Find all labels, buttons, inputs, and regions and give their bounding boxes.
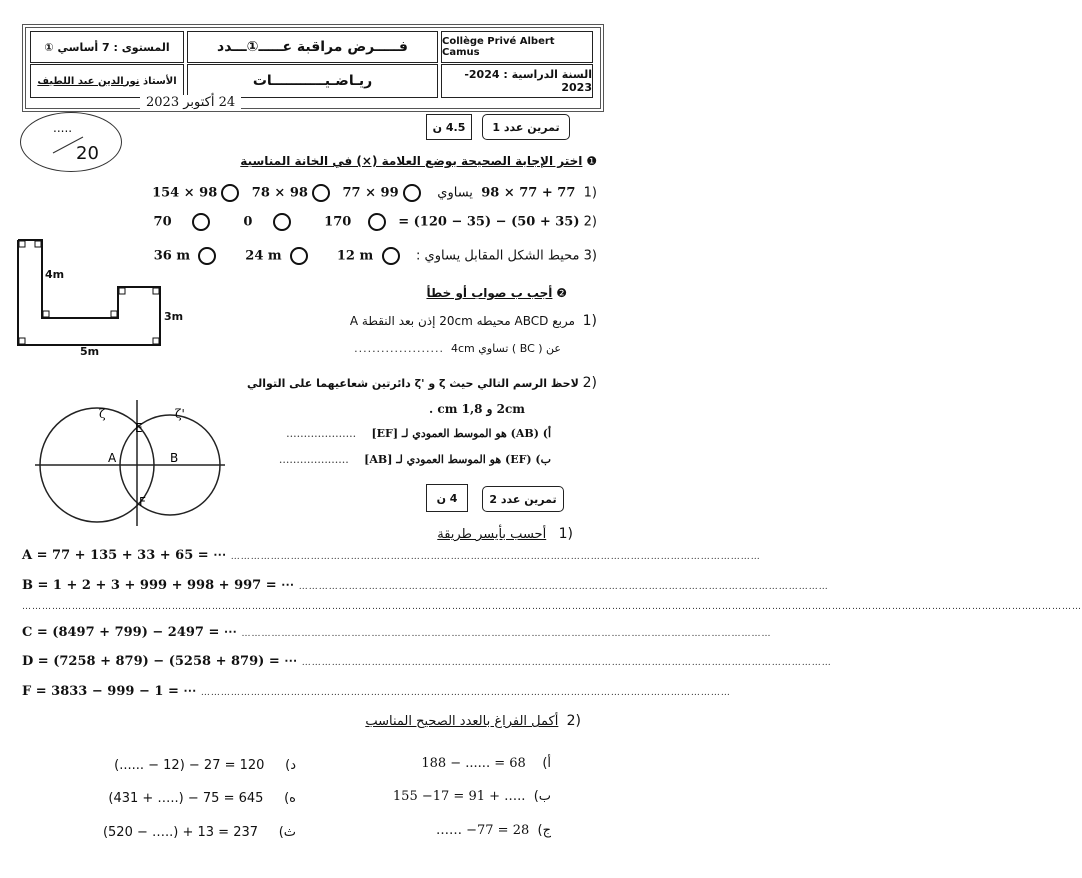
expression-f	[22, 684, 731, 699]
option-label: 24 m	[245, 248, 282, 264]
score-total: 20	[76, 143, 99, 164]
expression-text: A = 77 + 135 + 33 + 65 = ⋯	[22, 548, 227, 563]
exercise-1-points: 4.5 ن	[426, 114, 472, 140]
point-label: A	[108, 451, 117, 465]
q-text: لاحظ الرسم التالي حيث ζ و 'ζ دائرتين شعاعيهما على التوالي	[247, 377, 579, 390]
mcq-1	[152, 184, 597, 202]
part-1-number: ❶	[586, 154, 597, 168]
tf-2-line-2: 2cm و 1,8 cm .	[429, 402, 525, 416]
part-1-title-text: اختر الإجابة الصحيحة بوضع العلامة (×) في الخانة المناسبة	[240, 154, 583, 168]
expression-text: D = (7258 + 879) − (5258 + 879) = ⋯	[22, 654, 298, 669]
l-shape-figure	[10, 235, 200, 360]
level: المستوى : 7 أساسي ①	[30, 31, 184, 63]
q-text: ب) (EF) هو الموسط العمودي لـ [AB]	[364, 453, 551, 466]
option-radio[interactable]	[382, 247, 400, 265]
answer-line[interactable]	[22, 602, 1082, 612]
expression-text: B = 1 + 2 + 3 + 999 + 998 + 997 = ⋯	[22, 578, 295, 593]
tf-1-line-1	[350, 313, 597, 329]
item-letter: ث)	[278, 825, 296, 840]
tf-1-line-2	[354, 342, 561, 355]
expression-c	[22, 625, 772, 640]
answer-line[interactable]: ……………………………………………………………………………………………………………………………………………	[301, 658, 832, 668]
exercise-2-label: تمرين عدد 2	[482, 486, 564, 512]
exam-title: فـــــرض مراقبة عـــــ①ـــدد	[187, 31, 438, 63]
answer-line[interactable]: ……………………………………………………………………………………………………………………………………………	[200, 688, 731, 698]
shape-side-label: 3m	[164, 310, 184, 323]
item-letter: ه)	[284, 791, 296, 806]
q-text: أ) (AB) هو الموسط العمودي لـ [EF]	[371, 427, 551, 440]
option-label: 12 m	[336, 248, 374, 264]
option-radio[interactable]	[273, 213, 291, 231]
answer-line[interactable]: ……………………………………………………………………………………………………………………………………………	[298, 582, 829, 592]
option-label: 0	[243, 214, 253, 230]
option-radio[interactable]	[198, 247, 216, 265]
q-text: يساوي	[437, 185, 473, 201]
expression-text: C = (8497 + 799) − 2497 = ⋯	[22, 625, 237, 640]
fill-item	[108, 791, 296, 806]
q-text: محيط الشكل المقابل يساوي :	[416, 248, 580, 264]
item-letter: ب)	[533, 789, 551, 804]
tf-2-line-1	[247, 375, 597, 391]
expression-a	[22, 548, 761, 563]
q-text: أحسب بأيسر طريقة	[437, 527, 547, 542]
college-name: Collège Privé Albert Camus	[441, 31, 593, 63]
tf-2-a	[286, 427, 551, 440]
circle-label: ζ'	[175, 407, 185, 421]
item-expression[interactable]: …… −77 = 28	[435, 823, 530, 838]
mcq-2	[154, 213, 597, 231]
fill-item	[393, 789, 551, 804]
item-letter: ج)	[537, 823, 551, 838]
answer-blank[interactable]: ....................	[278, 453, 349, 466]
item-expression[interactable]: (...... − 12) − 27 = 120	[114, 758, 265, 773]
option-radio[interactable]	[368, 213, 386, 231]
option-label: 70	[153, 214, 172, 230]
q-number: (3	[583, 248, 597, 264]
teacher-label: الأستاذ	[142, 75, 177, 87]
item-letter: د)	[285, 758, 296, 773]
q-number: (2	[583, 214, 597, 230]
option-radio[interactable]	[192, 213, 210, 231]
option-label: 78 × 98	[251, 185, 308, 201]
point-label: B	[170, 451, 179, 465]
item-letter: أ)	[542, 756, 551, 771]
item-expression[interactable]: (520 − …..) + 13 = 237	[102, 825, 259, 840]
tf-2-b	[279, 453, 551, 466]
option-label: 36 m	[153, 248, 191, 264]
fill-item	[103, 825, 296, 840]
score-dots: .....	[53, 121, 73, 135]
part-2-title	[426, 286, 567, 300]
option-radio[interactable]	[403, 184, 421, 202]
dots: ……………………………………………………………………………………………………………………………………………	[552, 602, 1082, 612]
exercise-1-label: تمرين عدد 1	[482, 114, 570, 140]
subject: ريـاضـيـــــــــــات	[187, 64, 438, 98]
q-number: (1	[558, 526, 573, 542]
expression-b	[22, 578, 829, 593]
fill-item	[421, 756, 551, 771]
fill-item	[114, 758, 296, 773]
q-text: عن ( BC ) تساوي 4cm	[451, 342, 561, 355]
part-1-title	[240, 154, 597, 168]
q-expression: 98 × 77 + 77	[481, 185, 576, 201]
dots: ……………………………………………………………………………………………………………………………………………	[22, 602, 552, 612]
expression-d	[22, 654, 832, 669]
teacher	[30, 64, 184, 98]
teacher-name: نورالدين عبد اللطيف	[37, 75, 140, 87]
shape-width-label: 5m	[80, 345, 100, 358]
option-radio[interactable]	[290, 247, 308, 265]
answer-blank[interactable]: ....................	[354, 342, 445, 355]
item-expression[interactable]: 188 − ...... = 68	[421, 756, 526, 771]
option-radio[interactable]	[312, 184, 330, 202]
q-number: (2	[566, 713, 581, 729]
part-fill-title	[365, 713, 581, 729]
option-label: 170	[324, 214, 352, 230]
answer-line[interactable]: ……………………………………………………………………………………………………………………………………………	[230, 552, 761, 562]
school-year: السنة الدراسية : 2024-2023	[441, 64, 593, 98]
q-text: مربع ABCD محيطه 20cm إذن بعد النقطة A	[349, 314, 575, 328]
q-expression: = (120 − 35) − (50 + 35)	[398, 214, 580, 230]
item-expression[interactable]: 155 −17 = 91 + …..	[392, 789, 526, 804]
exercise-2-points: 4 ن	[426, 484, 468, 512]
part-2-title-text: أجب ب صواب أو خطأ	[426, 286, 553, 300]
point-label: F	[139, 495, 146, 509]
circle-label: ζ	[99, 407, 106, 421]
item-expression[interactable]: (431 + …..) − 75 = 645	[108, 791, 264, 806]
circles-diagram	[25, 398, 235, 528]
q-number: (1	[583, 185, 597, 201]
part-2-number: ❷	[556, 286, 567, 300]
part-calc-title	[437, 526, 573, 542]
mcq-3	[154, 247, 597, 265]
option-label: 77 × 99	[342, 185, 399, 201]
exam-date: 24 أكتوبر 2023	[140, 95, 241, 110]
point-label: E	[135, 421, 143, 435]
answer-line[interactable]: ……………………………………………………………………………………………………………………………………………	[241, 629, 772, 639]
fill-item	[436, 823, 551, 838]
q-number: (1	[582, 313, 597, 329]
score-ellipse	[20, 112, 122, 172]
q-text: أكمل الفراغ بالعدد الصحيح المناسب	[365, 714, 559, 729]
option-label: 154 × 98	[152, 185, 218, 201]
option-radio[interactable]	[221, 184, 239, 202]
shape-height-label: 4m	[45, 268, 65, 281]
q-number: (2	[582, 375, 597, 391]
expression-text: F = 3833 − 999 − 1 = ⋯	[22, 684, 197, 699]
answer-blank[interactable]: ....................	[286, 427, 357, 440]
